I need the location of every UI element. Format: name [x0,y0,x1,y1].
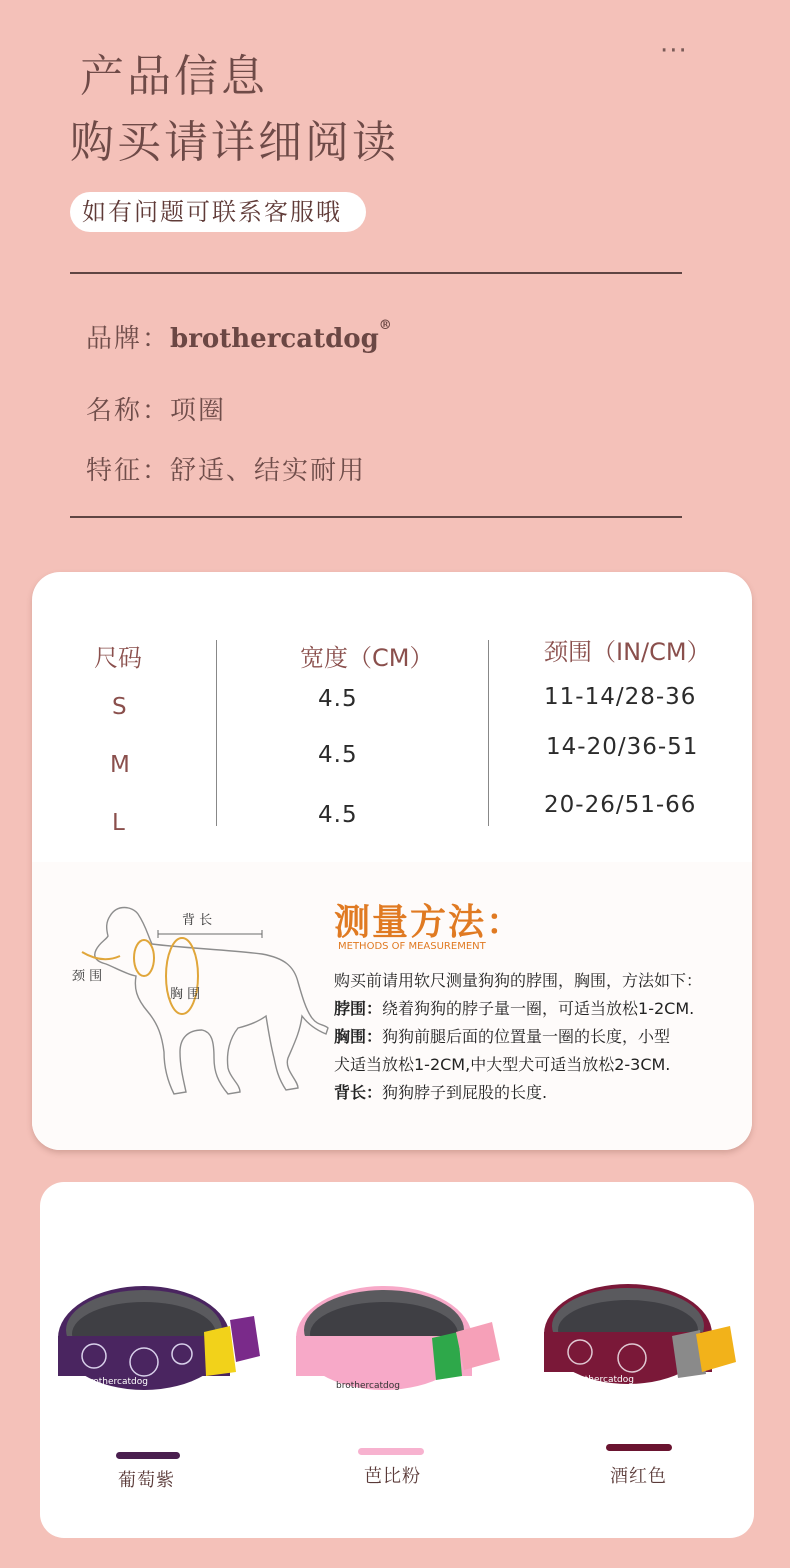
color-options-card [40,1182,754,1538]
measurement-title: 测量方法： [334,902,525,943]
size-header-width: 宽度（CM） [300,644,434,672]
chest-girth-label: 胸 围 [170,987,201,1002]
color-swatch-pink[interactable] [358,1448,424,1455]
neck-girth-label: 颈 围 [72,969,103,984]
divider-bottom [70,516,682,518]
table-divider [488,640,489,826]
table-divider [216,640,217,826]
svg-text:brothercatdog: brothercatdog [336,1381,400,1391]
neck-cell: 11-14/28-36 [544,684,697,710]
brand-logo: brothercatdog® [170,318,392,354]
color-name-purple: 葡萄紫 [118,1470,175,1491]
feature-label: 特征： [86,456,171,486]
page-title-line2: 购买请详细阅读 [70,117,399,168]
measurement-neck: 脖围：绕着狗狗的脖子量一圈，可适当放松1-2CM. [334,999,695,1018]
collar-image-pink[interactable] [292,1276,507,1406]
size-cell: L [112,810,125,836]
more-icon[interactable]: ··· [660,36,688,66]
brand-row [86,318,392,355]
feature-row [86,450,366,487]
color-name-wine: 酒红色 [610,1466,667,1487]
collar-image-purple[interactable] [54,1276,264,1406]
size-header-neck: 颈围（IN/CM） [544,638,711,666]
neck-cell: 20-26/51-66 [544,792,697,818]
name-value: 项圈 [170,396,227,426]
svg-text:brothercatdog: brothercatdog [570,1375,634,1385]
neck-cell: 14-20/36-51 [546,734,699,760]
size-cell: M [110,752,130,778]
back-length-label: 背 长 [182,913,213,928]
size-measure-card [32,572,752,1150]
size-header-size: 尺码 [94,644,142,672]
svg-text:brothercatdog: brothercatdog [84,1377,148,1387]
color-swatch-wine[interactable] [606,1444,672,1451]
measurement-chest-1: 胸围：狗狗前腿后面的位置量一圈的长度，小型 [334,1027,671,1046]
measurement-back: 背长：狗狗脖子到屁股的长度. [334,1083,548,1102]
feature-value: 舒适、结实耐用 [170,456,367,486]
name-label: 名称： [86,396,171,426]
measurement-chest-2: 犬适当放松1-2CM,中大型犬可适当放松2-3CM. [334,1055,671,1074]
name-row [86,390,226,427]
width-cell: 4.5 [318,802,358,828]
page-title-line1: 产品信息 [80,51,268,102]
brand-label: 品牌： [86,324,171,354]
size-cell: S [112,694,127,720]
color-name-pink: 芭比粉 [364,1466,421,1487]
width-cell: 4.5 [318,686,358,712]
measurement-intro: 购买前请用软尺测量狗狗的脖围，胸围，方法如下： [334,971,703,990]
width-cell: 4.5 [318,742,358,768]
dog-measure-diagram [62,892,352,1122]
measurement-subtitle: METHODS OF MEASUREMENT [338,941,486,952]
divider-top [70,272,682,274]
customer-service-notice: 如有问题可联系客服哦 [70,192,366,232]
collar-image-wine[interactable] [540,1276,745,1406]
color-swatch-purple[interactable] [116,1452,180,1459]
